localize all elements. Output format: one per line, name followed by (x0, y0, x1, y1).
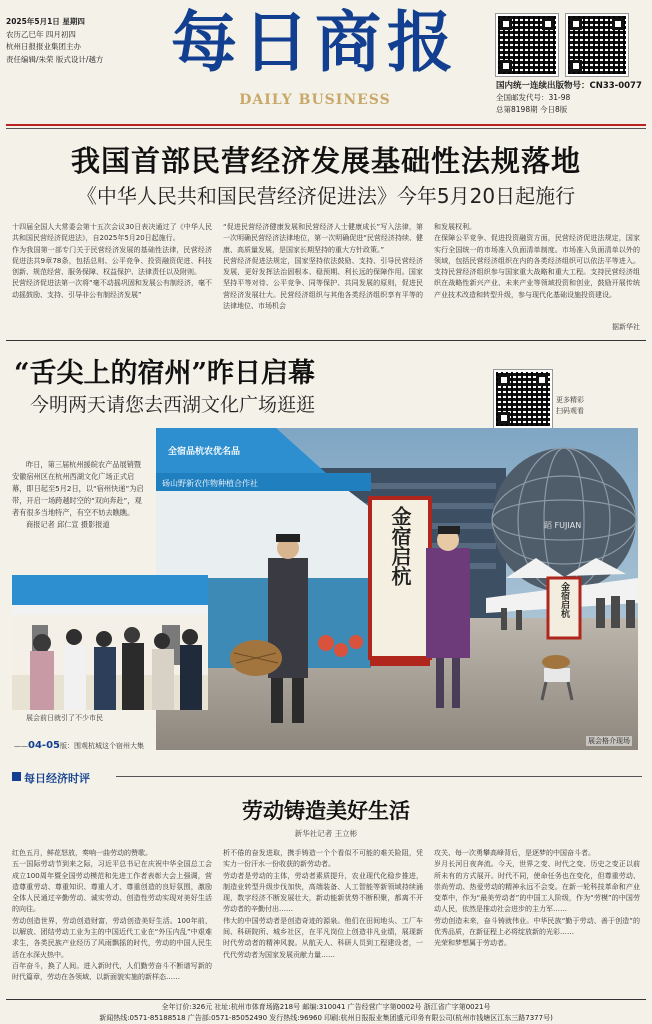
page-ref-text: 版：围观杭城这个宿州大集 (59, 742, 144, 750)
cn-number: 国内统一连续出版物号：CN33-0077 (496, 81, 642, 91)
commentary-column-1: 红色五月，鲜花怒放，奏响一曲劳动的赞歌。 五一国际劳动节到来之际，习近平总书记在庆祝中华全国总工会成立100周年暨全国劳动模范和先进工作者表彰大会上强调，营造尊重劳动、尊重知识、尊重人才、尊重创造的良好氛围，激励全体人民通过辛勤劳动、诚实劳动、创造性劳动实现对美好生活的向往。 劳动创造世界，劳动创造财富，劳动创造美好生活。100年前，以解放、团结劳动工业为主的中国近代工业在“外压内乱”中艰难求生，各类民族产业经历了风雨飘摇的时代，劳动的中国人民生活在水深火热中。 百年奋斗，换了人间。进入新时代，人们勤劳奋斗不断谱写新的时代篇章，劳动在各领域、以新面貌实施的新样态…… (12, 849, 212, 982)
footer-rule (6, 999, 646, 1000)
page-reference[interactable] (14, 740, 144, 751)
commentary-section-bar (6, 770, 646, 784)
lead-subhead: 《中华人民共和国民营经济促进法》今年5月20日起施行 (76, 184, 576, 208)
masthead-info (6, 16, 156, 66)
market-scene-illustration (156, 428, 638, 750)
dome-sign: 蹈 FUJIAN (544, 521, 582, 530)
crowd-scene-illustration (12, 575, 208, 710)
feature-caption-text: 昨日，第三届杭州援皖农产品展销暨安徽宿州区在杭州西湖文化广场正式启幕，即日起至5月2日，以“宿州快递”为启带，开启一场跨越时空的“双向奔赴”，观者有很多当地特产，有空不妨去瞧瞧。 (12, 460, 144, 517)
publisher: 杭州日报报业集团主办 (6, 42, 81, 51)
section-marker-icon (12, 772, 21, 781)
tent-sign-1: 全宿品杭农优名品 (168, 447, 241, 457)
footer-line-2: 新闻热线:0571-85188518 广告部:0571-85052490 发行热线:96960 印刷:杭州日报报业集团盛元印务有限公司(杭州市钱塘区江东三路7377号) (99, 1013, 553, 1022)
feature-subhead: 今明两天请您去西湖文化广场逛逛 (30, 394, 316, 416)
section-divider (6, 340, 646, 341)
banner-text: 金宿启杭 (388, 506, 412, 586)
footer-line-1: 全年订价:326元 社址:杭州市体育场路218号 邮编:310041 广告经营广字第0002号 浙江省广字第0021号 (161, 1003, 491, 1011)
commentary-byline: 新华社记者 王立彬 (294, 829, 358, 838)
qr-note (556, 395, 636, 417)
commentary-section-label[interactable]: 每日经济时评 (24, 772, 90, 785)
lead-column-2: “促进民营经济健康发展和民营经济人士健康成长”写入法律，第一次明确民营经济法律地位，第一次明确促进“民营经济持续、健康、高质量发展，是国家长期坚持的重大方针政策。” 民营经济促进法规定，国家坚持依法鼓励、支持、引导民营经济发展，更好发挥法治固根本、稳预期、利长远的保障作用。国家坚持平等对待、公平竞争、同等保护、共同发展的原则，促进民营经济发展壮大。民营经济组织与其他各类经济组织享有平等的法律地位、市场机会 (223, 223, 423, 311)
lunar-line: 农历乙巳年 四月初四 (6, 29, 76, 39)
small-photo-caption: 展会前日就引了不少市民 (26, 714, 103, 722)
footer (6, 1002, 646, 1023)
editors: 责任编辑/朱荣 版式设计/越方 (6, 54, 104, 64)
issue-number: 总第8198期 今日8版 (496, 105, 568, 114)
feature-main-photo[interactable] (156, 428, 638, 750)
lead-source: 据新华社 (612, 323, 640, 331)
commentary-title[interactable]: 劳动铸造美好生活 (242, 799, 410, 823)
main-photo-caption: 展会格介现场 (588, 737, 630, 745)
feature-small-photo[interactable] (12, 575, 208, 710)
page-ref-number: 04-05 (28, 740, 60, 751)
qr-note-line2: 扫码观看 (556, 407, 584, 415)
lead-headline[interactable]: 我国首部民营经济发展基础性法规落地 (70, 144, 581, 178)
feature-caption (12, 459, 148, 531)
lead-column-3: 和发展权利。 在保障公平竞争、促进投资融资方面，民营经济促进法规定，国家实行全国统一的市场准入负面清单制度。市场准入负面清单以外的领域，包括民营经济组织在内的各类经济组织可以依法平等进入。支持民营经济组织参与国家重大战略和重大工程。支持民营经济组织在战略性新兴产业、未来产业等领域投资和创业，鼓励开展传统产业技术改造和转型升级，参与现代化基础设施投资建设。 (434, 223, 640, 299)
page-ref-dash: —— (14, 742, 28, 750)
newspaper-title-en: DAILY BUSINESS (239, 92, 391, 108)
qr-code-icon[interactable] (566, 14, 628, 76)
commentary-column-3: 攻关、每一次勇攀高峰背后，是逐梦的中国奋斗者。 岁月长河日夜奔流。今天，世界之变、时代之变、历史之变正以前所未有的方式展开。时代不同，使命任务也在变化，但尊重劳动、崇尚劳动、热爱劳动的精神永远不会变。在新一轮科技革命和产业变革中，作为“最美劳动者”的中国工人阶级，作为“劳模”的中国劳动人民，依然是推动社会进步的主力军…… 劳动创造未来，奋斗铸就伟业。中华民族“勤于劳动、善于创造”的优秀品质，在新征程上必将绽放新的光彩…… 光荣和梦想属于劳动者。 (434, 849, 640, 948)
feature-headline[interactable]: “舌尖上的宿州”昨日启幕 (14, 358, 316, 389)
banner-text-small: 金宿启杭 (559, 582, 569, 618)
masthead-rule (6, 124, 646, 126)
tent-sign-2: 砀山野新农作物种植合作社 (162, 479, 258, 488)
section-bar-line (116, 776, 642, 777)
postal-code: 全国邮发代号：31-98 (496, 93, 571, 102)
qr-code-icon[interactable] (496, 14, 558, 76)
qr-note-line1: 更多精彩 (556, 396, 584, 404)
publication-info (496, 80, 648, 116)
lead-column-1: 十四届全国人大常委会第十五次会议30日表决通过了《中华人民共和国民营经济促进法》，自2025年5月20日起施行。 作为我国第一部专门关于民营经济发展的基础性法律，民营经济促进法共9章78条，包括总则、公平竞争、投资融资促进、科技创新、规范经营、服务保障、权益保护、法律责任以及附则。 民营经济促进法第一次将“毫不动摇巩固和发展公有制经济，毫不动摇鼓励、支持、引导非公有制经济发展” (12, 223, 212, 299)
date-line: 2025年5月1日 星期四 (6, 17, 85, 26)
newspaper-title: 每日商报 (171, 3, 459, 81)
masthead-rule-thin (6, 128, 646, 129)
qr-code-icon[interactable] (494, 370, 552, 428)
commentary-column-2: 析不倦的奋发进取，携手铸造一个个看似不可能的难关险阻，凭实力一份汗水一份收获的新劳动者。 劳动者是劳动的主体，劳动者素质提升，农业现代化稳步推进，制造业转型升级步伐加快，高端装备、人工智能等新领域持续涌现，数字经济不断发展壮大，新动能新优势不断积聚，都离不开劳动者的辛勤付出…… 伟大的中国劳动者是创造奇迹的源泉。他们在田间地头、工厂车间、科研院所、城乡社区，在平凡岗位上创造非凡业绩，展现新时代劳动者的精神风貌。从航天人、科研人员到工程建设者，一代代劳动者为国家发展贡献力量…… (223, 849, 423, 959)
feature-caption-credit: 商报记者 邱仁宣 摄影报道 (26, 520, 110, 529)
